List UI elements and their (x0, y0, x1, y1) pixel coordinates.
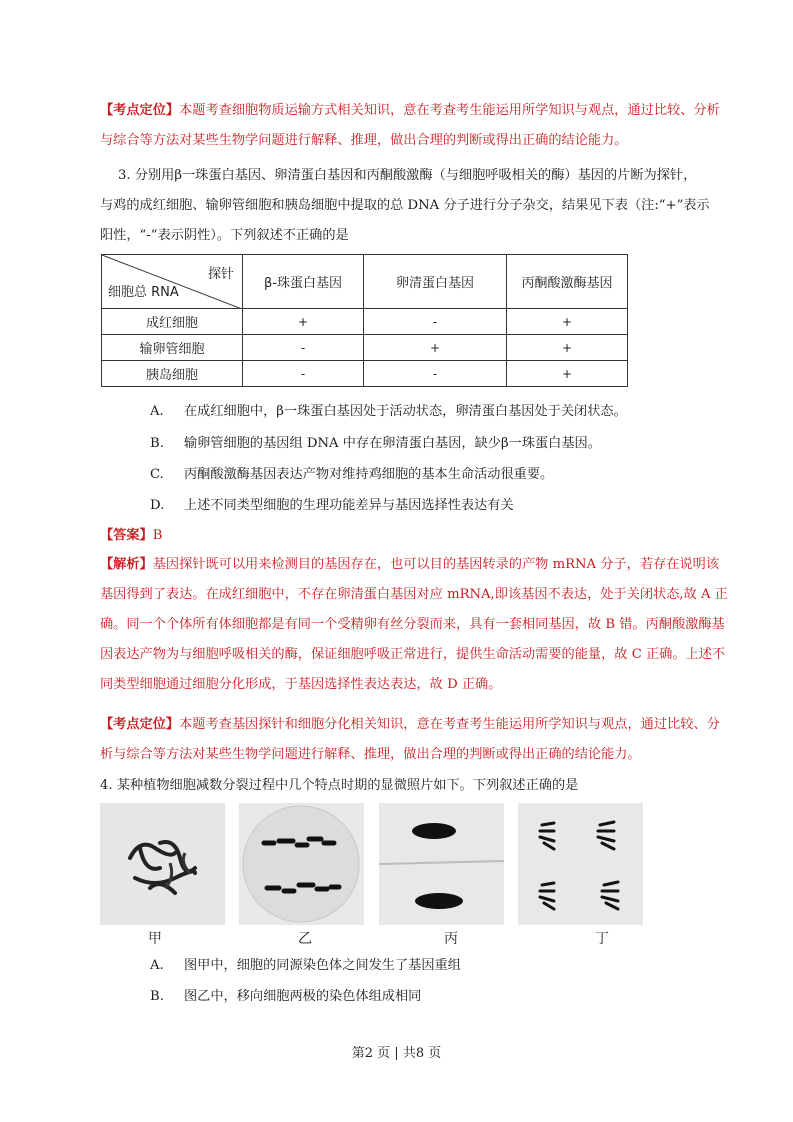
table-corner-cell (102, 255, 243, 309)
exam-point-paragraph-2: 【考点定位】本题考查基因探针和细胞分化相关知识，意在考查考生能运用所学知识与观点，通过比较、分析与综合等方法对某些生物学问题进行解释、推理，做出合理的判断或得出正确的结论能力。 (100, 717, 720, 762)
micrograph-bing (379, 803, 504, 925)
caption-yi: 乙 (298, 931, 312, 947)
q3-stem-line-3: 阳性，“-”表示阴性）。下列叙述不正确的是 (100, 228, 349, 243)
corner-probe-label: 探针 (207, 267, 234, 282)
table-cell: + (243, 309, 364, 335)
table-cell: + (364, 335, 507, 361)
corner-rna-label: 细胞总 RNA (108, 285, 179, 300)
table-cell: + (507, 335, 628, 361)
table-row (102, 309, 628, 335)
exam-point-paragraph-1 (100, 96, 728, 156)
q3-answer: 【答案】B (100, 528, 163, 543)
table-cell: + (507, 309, 628, 335)
q3-option-d: D. 上述不同类型细胞的生理功能差异与基因选择性表达有关 (150, 498, 514, 513)
micrograph-yi (239, 803, 364, 925)
table-row (102, 335, 628, 361)
table-cell: - (364, 309, 507, 335)
table-cell: - (364, 361, 507, 387)
chromosome-image-4 (518, 803, 643, 925)
chromosome-image-3 (379, 803, 504, 925)
q4-option-b: B. 图乙中，移向细胞两极的染色体组成相同 (150, 989, 422, 1004)
row-header: 成红细胞 (102, 309, 243, 335)
row-header: 胰岛细胞 (102, 361, 243, 387)
q3-stem-line-2: 与鸡的成红细胞、输卵管细胞和胰岛细胞中提取的总 DNA 分子进行分子杂交，结果见下表（注:“+”表示 (100, 198, 710, 213)
table-cell: - (243, 335, 364, 361)
exam-point-tag: 【考点定位】 (100, 103, 180, 118)
exam-point-text: 本题考查细胞物质运输方式相关知识，意在考查考生能运用所学知识与观点，通过比较、分析与综合等方法对某些生物学问题进行解释、推理，做出合理的判断或得出正确的结论能力。 (100, 103, 720, 148)
chromosome-image-2 (239, 803, 364, 925)
micrograph-ding (518, 803, 643, 925)
hybridization-table (101, 254, 628, 387)
table-cell: - (243, 361, 364, 387)
chromosome-image-1 (100, 803, 225, 925)
q4-stem: 4. 某种植物细胞减数分裂过程中几个特点时期的显微照片如下。下列叙述正确的是 (100, 778, 579, 793)
table-cell: + (507, 361, 628, 387)
col-header-beta-globin: β-珠蛋白基因 (243, 255, 364, 309)
q3-analysis: 【解析】基因探针既可以用来检测目的基因存在，也可以目的基因转录的产物 mRNA 分子，若存在说明该基因得到了表达。在成红细胞中，不存在卵清蛋白基因对应 mRNA,即该基因不表达，处于关闭状态,故 A 正确。同一个个体所有体细胞都是有同一个受精卵有丝分裂而来，具有一套相同基因，故 B 错。丙酮酸激酶基因表达产物为与细胞呼吸相关的酶，保证细胞呼吸正常进行，提供生命活动需要的能量，故 C 正确。上述不同类型细胞通过细胞分化形成，于基因选择性表达表达，故 D 正确。 (100, 557, 728, 692)
caption-ding: 丁 (595, 931, 609, 947)
caption-jia: 甲 (148, 931, 162, 947)
col-header-pyruvate-kinase: 丙酮酸激酶基因 (507, 255, 628, 309)
q3-stem-line-1: 3. 分别用β一珠蛋白基因、卵清蛋白基因和丙酮酸激酶（与细胞呼吸相关的酶）基因的片断为探针， (118, 168, 697, 183)
page-footer: 第2 页 | 共8 页 (351, 1046, 442, 1061)
q3-option-b: B. 输卵管细胞的基因组 DNA 中存在卵清蛋白基因，缺少β一珠蛋白基因。 (150, 436, 601, 451)
col-header-ovalbumin: 卵清蛋白基因 (364, 255, 507, 309)
table-row (102, 361, 628, 387)
row-header: 输卵管细胞 (102, 335, 243, 361)
micrograph-jia (100, 803, 225, 925)
q3-option-a: A. 在成红细胞中，β一珠蛋白基因处于活动状态，卵清蛋白基因处于关闭状态。 (150, 404, 627, 419)
caption-bing: 丙 (444, 931, 458, 947)
q4-option-a: A. 图甲中，细胞的同源染色体之间发生了基因重组 (150, 958, 461, 973)
q3-option-c: C. 丙酮酸激酶基因表达产物对维持鸡细胞的基本生命活动很重要。 (150, 467, 554, 482)
